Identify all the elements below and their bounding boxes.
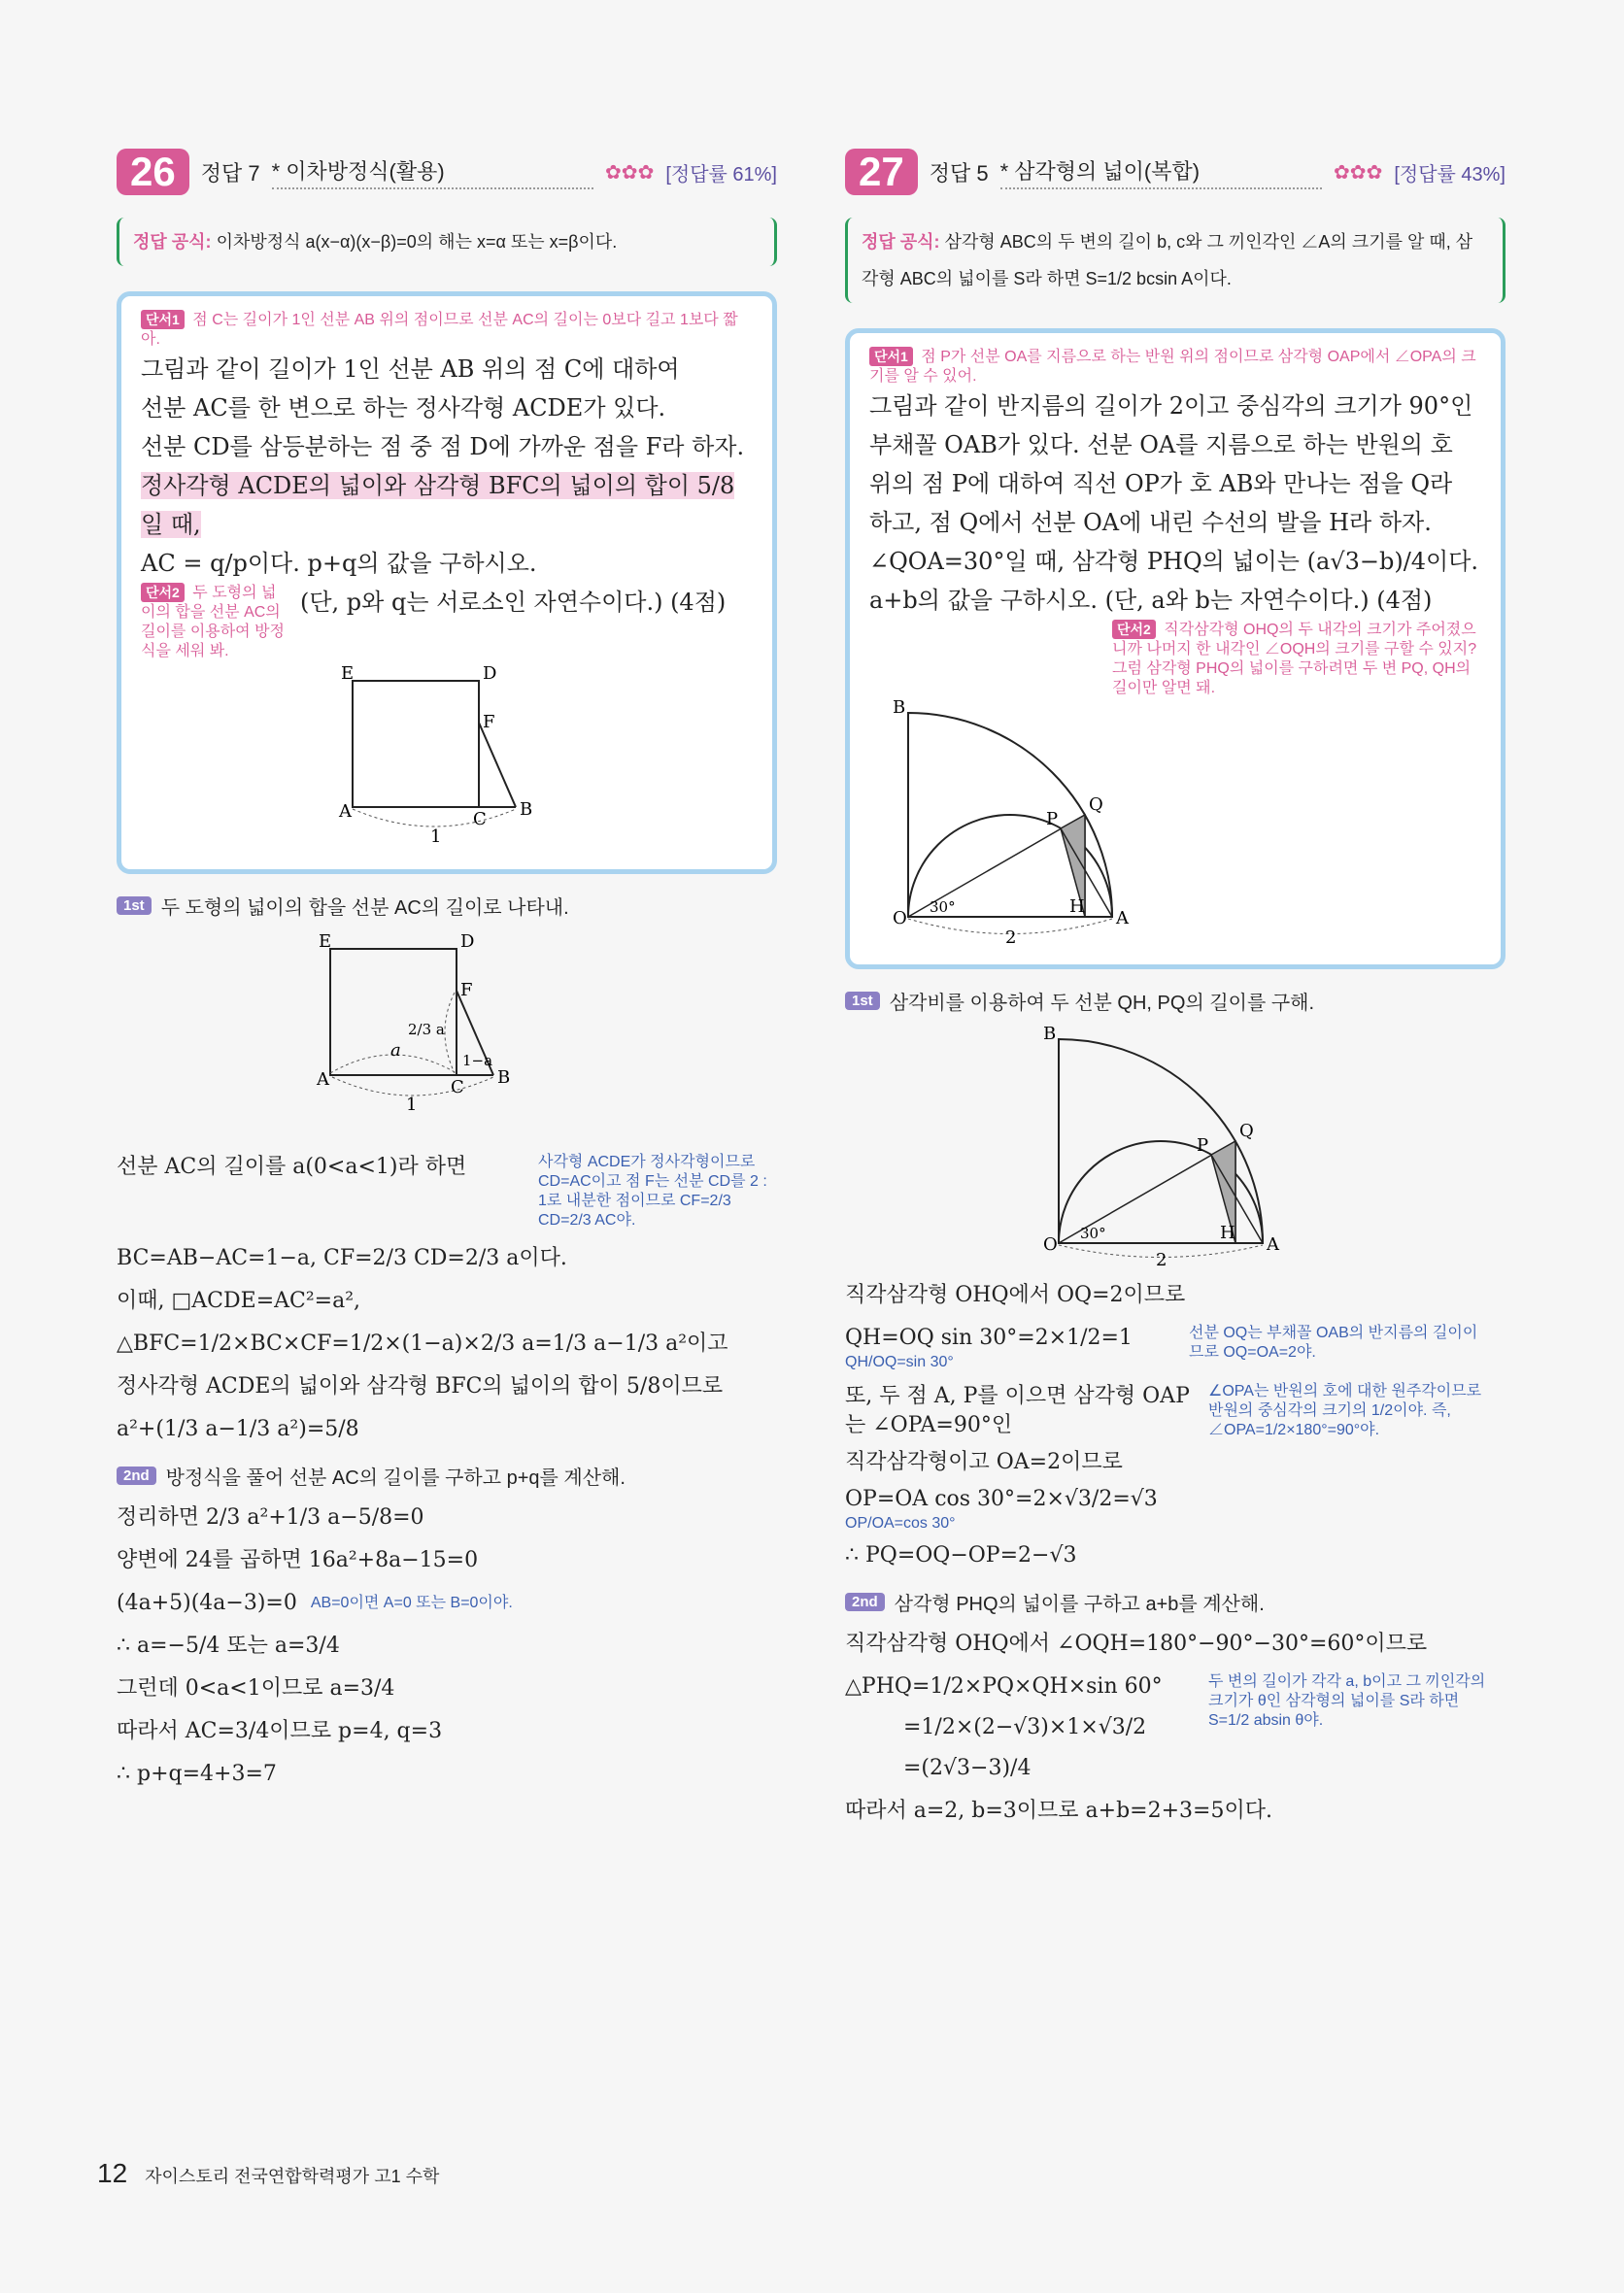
solution-line: ∴ a=−5/4 또는 a=3/4 [117,1634,340,1658]
q27-topic: * 삼각형의 넓이(복합) [1000,155,1322,189]
q27-solution-2 [845,1630,1506,1826]
solution-line: QH=OQ sin 30°=2×1/2=1 [845,1326,1133,1350]
problem-line: 그림과 같이 길이가 1인 선분 AB 위의 점 C에 대하여 [141,355,680,383]
question-26 [117,146,777,1803]
solution-line: 직각삼각형 OHQ에서 ∠OQH=180°−90°−30°=60°이므로 [845,1632,1428,1656]
formula-label: 정답 공식: [133,232,212,252]
step-text: 두 도형의 넓이의 합을 선분 AC의 길이로 나타내. [160,897,569,919]
q26-hint1 [141,310,753,350]
step-badge: 1st [845,992,880,1010]
label-one: 1 [406,1095,418,1115]
q27-problem-box [845,328,1506,969]
hint-text: 직각삼각형 OHQ의 두 내각의 크기가 주어졌으니까 나머지 한 내각인 ∠OQH의 크기를 구할 수 있지? 그럼 삼각형 PHQ의 넓이를 구하려면 두 변 PQ, QH의 길이만 알면 돼. [1112,622,1477,696]
q26-rate: [정답률 61%] [665,163,777,185]
q26-answer: 정답 7 [200,160,260,185]
label-B: B [497,1067,511,1088]
problem-line: 정사각형 ACDE의 넓이와 삼각형 BFC의 넓이의 합이 5/8일 때, [141,472,735,538]
label-A: A [339,801,352,822]
step-text: 방정식을 풀어 선분 AC의 길이를 구하고 p+q를 계산해. [165,1467,626,1489]
q26-solution-2 [117,1503,777,1789]
q26-problem-text [141,350,753,661]
label-E: E [319,931,332,952]
problem-line: 하고, 점 Q에서 선분 OA에 내린 수선의 발을 H라 하자. [869,509,1432,536]
problem-line: 그림과 같이 반지름의 길이가 2이고 중심각의 크기가 90°인 [869,392,1473,420]
solution-line: 또, 두 점 A, P를 이으면 삼각형 OAP는 ∠OPA=90°인 [845,1384,1190,1437]
q26-hint2 [141,583,287,661]
solution-line: 이때, □ACDE=AC²=a², [117,1289,361,1313]
label-P: P [1046,809,1059,829]
label-F: F [460,980,473,1000]
problem-line: 선분 CD를 삼등분하는 점 중 점 D에 가까운 점을 F라 하자. [141,433,745,460]
solution-line: 양변에 24를 곱하면 16a²+8a−15=0 [117,1548,479,1572]
q26-topic: * 이차방정식(활용) [272,155,593,189]
q26-step1 [117,892,777,920]
label-angle: 30° [930,898,956,916]
q27-problem-text [869,387,1481,620]
label-E: E [341,663,355,684]
label-angle: 30° [1080,1225,1106,1242]
solution-line: △BFC=1/2×BC×CF=1/2×(1−a)×2/3 a=1/3 a−1/3 a²이고 [117,1332,728,1356]
q26-number: 26 [117,149,189,195]
q27-note-opa: ∠OPA는 반원의 호에 대한 원주각이므로 반원의 중심각의 크기의 1/2이야. 즉, ∠OPA=1/2×180°=90°야. [1208,1383,1482,1438]
step-badge: 2nd [845,1593,885,1611]
q27-solution-figure [845,1015,1486,1267]
q27-step1 [845,987,1506,1015]
q26-ab-note: AB=0이면 A=0 또는 B=0이야. [310,1595,513,1611]
label-B: B [520,799,533,820]
label-H: H [1069,896,1085,917]
label-two: 2 [1156,1250,1167,1267]
q27-figure [869,698,1472,951]
label-A: A [317,1069,329,1090]
q27-step2 [845,1588,1506,1616]
label-P: P [1197,1135,1209,1156]
label-Q: Q [1239,1121,1254,1141]
q27-note-sin: QH/OQ=sin 30° [845,1354,954,1370]
formula-label: 정답 공식: [862,232,940,252]
q27-answer: 정답 5 [929,160,989,185]
label-C: C [451,1077,464,1097]
label-F: F [483,712,495,732]
solution-line: 정사각형 ACDE의 넓이와 삼각형 BFC의 넓이의 합이 5/8이므로 [117,1374,724,1399]
hint-text: 점 C는 길이가 1인 선분 AB 위의 점이므로 선분 AC의 길이는 0보다 길고 1보다 짧아. [141,312,738,348]
label-a: a [390,1040,401,1061]
solution-line: =1/2×(2−√3)×1×√3/2 [903,1715,1147,1739]
solution-line: △PHQ=1/2×PQ×QH×sin 60° [845,1674,1163,1699]
q27-note-cos: OP/OA=cos 30° [845,1515,956,1532]
solution-line: 정리하면 2/3 a²+1/3 a−5/8=0 [117,1505,424,1530]
solution-line: ∴ PQ=OQ−OP=2−√3 [845,1543,1077,1568]
footer-title: 자이스토리 전국연합학력평가 고1 수학 [145,2167,440,2186]
q27-rate: [정답률 43%] [1394,163,1506,185]
solution-line: =(2√3−3)/4 [903,1756,1032,1780]
q27-note-oq: 선분 OQ는 부채꼴 OAB의 반지름의 길이이므로 OQ=OA=2야. [1189,1325,1478,1361]
q26-solution [117,1153,777,1444]
problem-line: ∠QOA=30°일 때, 삼각형 PHQ의 넓이는 (a√3−b)/4이다. [869,548,1479,575]
hint-tag: 단서2 [1112,620,1156,639]
label-B: B [893,698,906,718]
label-two-thirds-a: 2/3 a [408,1021,445,1038]
label-O: O [893,908,907,928]
solution-line: (4a+5)(4a−3)=0 [117,1591,297,1615]
q26-header [117,146,777,198]
solution-line: 따라서 AC=3/4이므로 p=4, q=3 [117,1719,443,1743]
hint-text: 점 P가 선분 OA를 지름으로 하는 반원 위의 점이므로 삼각형 OAP에서 ∠OPA의 크기를 알 수 있어. [869,349,1476,385]
q26-solution-figure [117,920,758,1153]
label-H: H [1220,1223,1235,1243]
q27-hint2 [1112,620,1481,698]
q27-hint1 [869,347,1481,387]
solution-line: 따라서 a=2, b=3이므로 a+b=2+3=5이다. [845,1799,1272,1823]
label-A: A [1267,1234,1279,1255]
label-two: 2 [1005,927,1017,948]
q27-solution [845,1281,1506,1570]
label-one-minus-a: 1−a [462,1052,493,1069]
solution-line: 그런데 0<a<1이므로 a=3/4 [117,1676,395,1701]
label-A: A [1116,908,1129,928]
q27-formula [845,218,1506,303]
q26-formula [117,218,777,266]
q26-step2 [117,1462,777,1490]
solution-line: OP=OA cos 30°=2×√3/2=√3 [845,1487,1158,1511]
page-number: 12 [97,2158,128,2188]
problem-line: 선분 AC를 한 변으로 하는 정사각형 ACDE가 있다. [141,394,666,422]
q27-number: 27 [845,149,918,195]
formula-text: 삼각형 ABC의 두 변의 길이 b, c와 그 끼인각인 ∠A의 크기를 알 때, 삼각형 ABC의 넓이를 S라 하면 S=1/2 bcsin A이다. [862,232,1473,288]
step-badge: 1st [117,896,152,915]
difficulty-stars: ✿✿✿ [605,160,655,184]
label-O: O [1043,1234,1058,1255]
formula-text: 이차방정식 a(x−α)(x−β)=0의 해는 x=α 또는 x=β이다. [216,232,618,252]
question-27 [845,146,1506,1839]
page-footer [97,2158,439,2189]
label-C: C [473,809,487,829]
solution-line: BC=AB−AC=1−a, CF=2/3 CD=2/3 a이다. [117,1246,567,1270]
q27-header [845,146,1506,198]
problem-line: 부채꼴 OAB가 있다. 선분 OA를 지름으로 하는 반원의 호 [869,431,1453,458]
difficulty-stars: ✿✿✿ [1334,160,1383,184]
label-Q: Q [1089,794,1103,815]
q26-figure [141,661,743,856]
solution-line: 선분 AC의 길이를 a(0<a<1)라 하면 [117,1155,467,1179]
label-D: D [483,663,497,684]
step-badge: 2nd [117,1467,156,1485]
label-B: B [1043,1024,1057,1044]
solution-line: 직각삼각형 OHQ에서 OQ=2이므로 [845,1283,1186,1307]
hint-tag: 단서1 [869,347,913,366]
problem-line: (단, p와 q는 서로소인 자연수이다.) (4점) [300,589,727,616]
problem-line: AC = q/p이다. p+q의 값을 구하시오. [141,550,537,577]
q27-note-area: 두 변의 길이가 각각 a, b이고 그 끼인각의 크기가 θ인 삼각형의 넓이를 S라 하면 S=1/2 absin θ야. [1208,1673,1486,1729]
q26-side-note: 사각형 ACDE가 정사각형이므로 CD=AC이고 점 F는 선분 CD를 2 : 1로 내분한 점이므로 CF=2/3 CD=2/3 AC야. [538,1154,767,1229]
solution-line: ∴ p+q=4+3=7 [117,1762,277,1786]
label-one: 1 [430,826,442,847]
hint-text: 두 도형의 넓이의 합을 선분 AC의 길이를 이용하여 방정식을 세워 봐. [141,585,285,659]
solution-line: a²+(1/3 a−1/3 a²)=5/8 [117,1417,359,1441]
hint-tag: 단서1 [141,310,185,329]
problem-line: a+b의 값을 구하시오. (단, a와 b는 자연수이다.) (4점) [869,587,1433,614]
label-D: D [460,931,475,952]
step-text: 삼각비를 이용하여 두 선분 QH, PQ의 길이를 구해. [889,993,1315,1014]
problem-line: 위의 점 P에 대하여 직선 OP가 호 AB와 만나는 점을 Q라 [869,470,1453,497]
hint-tag: 단서2 [141,583,185,602]
q26-problem-box [117,291,777,874]
step-text: 삼각형 PHQ의 넓이를 구하고 a+b를 계산해. [894,1594,1265,1615]
solution-line: 직각삼각형이고 OA=2이므로 [845,1450,1123,1474]
